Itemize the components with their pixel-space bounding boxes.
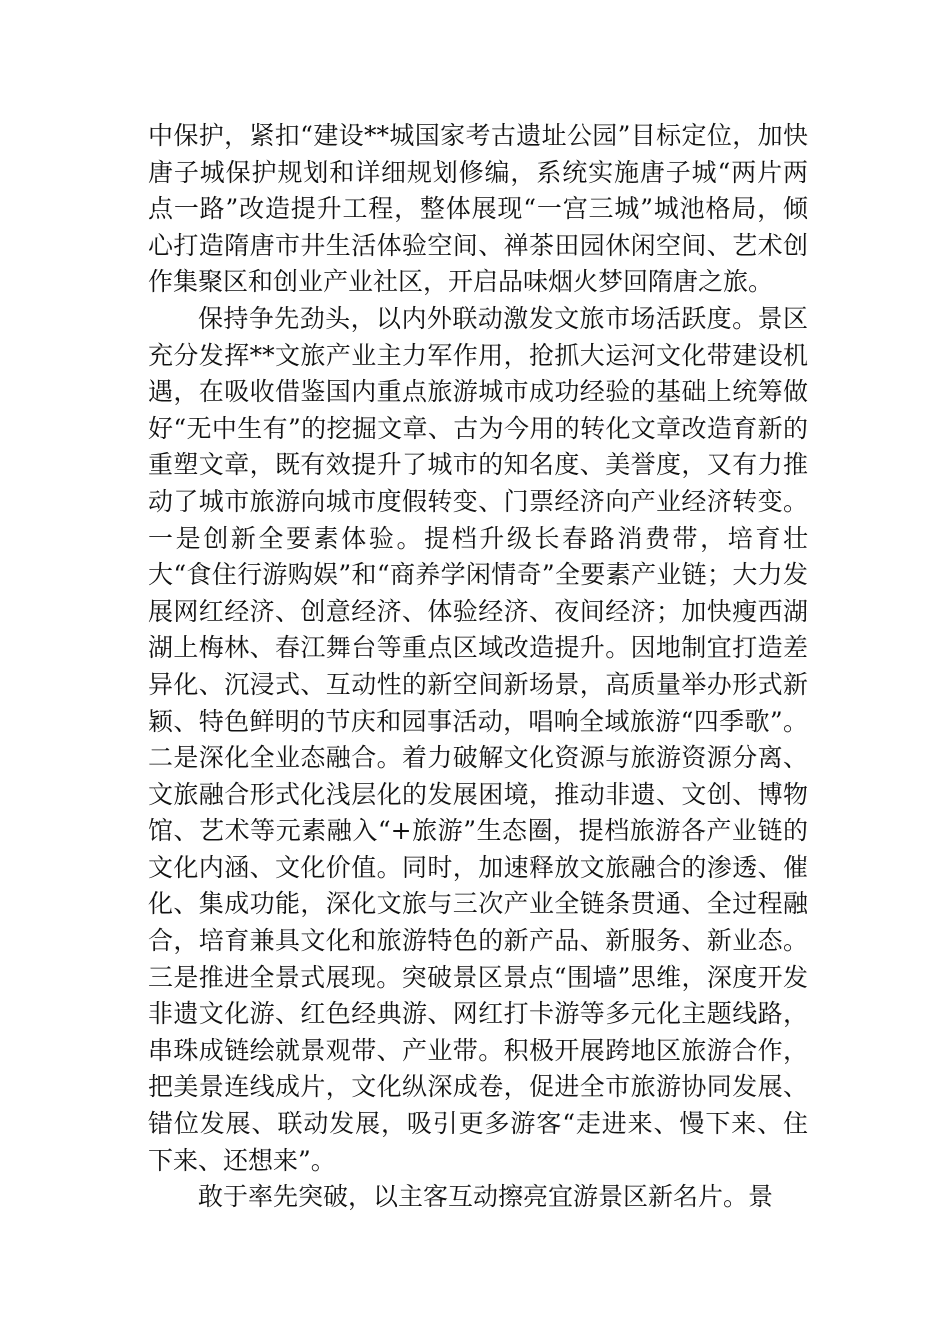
paragraph-host-guest-interaction: 敢于率先突破，以主客互动擦亮宜游景区新名片。景	[198, 1182, 774, 1212]
paragraph-market-vitality: 保持争先劲头，以内外联动激发文旅市场活跃度。景区充分发挥**文旅产业主力军作用，抢抓大运河文化带建设机遇，在吸收借鉴国内重点旅游城市成功经验的基础上统筹做好“无中生有”的挖掘文章、古为今用的转化文章改造育新的重塑文章，既有效提升了城市的知名度、美誉度，又有力推动了城市旅游向城市度假转变、门票经济向产业经济转变。一是创新全要素体验。提档升级长春路消费带，培育壮大“食住行游购娱”和“商养学闲情奇”全要素产业链；大力发展网红经济、创意经济、体验经济、夜间经济；加快瘦西湖湖上梅林、春江舞台等重点区域改造提升。因地制宜打造差异化、沉浸式、互动性的新空间新场景，高质量举办形式新颖、特色鲜明的节庆和园事活动，唱响全域旅游“四季歌”。二是深化全业态融合。着力破解文化资源与旅游资源分离、文旅融合形式化浅层化的发展困境，推动非遗、文创、博物馆、艺术等元素融入“+旅游”生态圈，提档旅游各产业链的文化内涵、文化价值。同时，加速释放文旅融合的渗透、催化、集成功能，深化文旅与三次产业全链条贯通、全过程融合，培育兼具文化和旅游特色的新产品、新服务、新业态。三是推进全景式展现。突破景区景点“围墙”思维，深度开发非遗文化游、红色经典游、网红打卡游等多元化主题线路，串珠成链绘就景观带、产业带。积极开展跨地区旅游合作，把美景连线成片，文化纵深成卷，促进全市旅游协同发展、错位发展、联动发展，吸引更多游客“走进来、慢下来、住下来、还想来”。	[148, 303, 808, 1175]
paragraph-continuation: 中保护，紧扣“建设**城国家考古遗址公园”目标定位，加快唐子城保护规划和详细规划修编，系统实施唐子城“两片两点一路”改造提升工程，整体展现“一宫三城”城池格局，倾心打造隋唐市井生活体验空间、禅茶田园休闲空间、艺术创作集聚区和创业产业社区，开启品味烟火梦回隋唐之旅。	[148, 121, 808, 297]
document-body	[148, 118, 808, 1216]
